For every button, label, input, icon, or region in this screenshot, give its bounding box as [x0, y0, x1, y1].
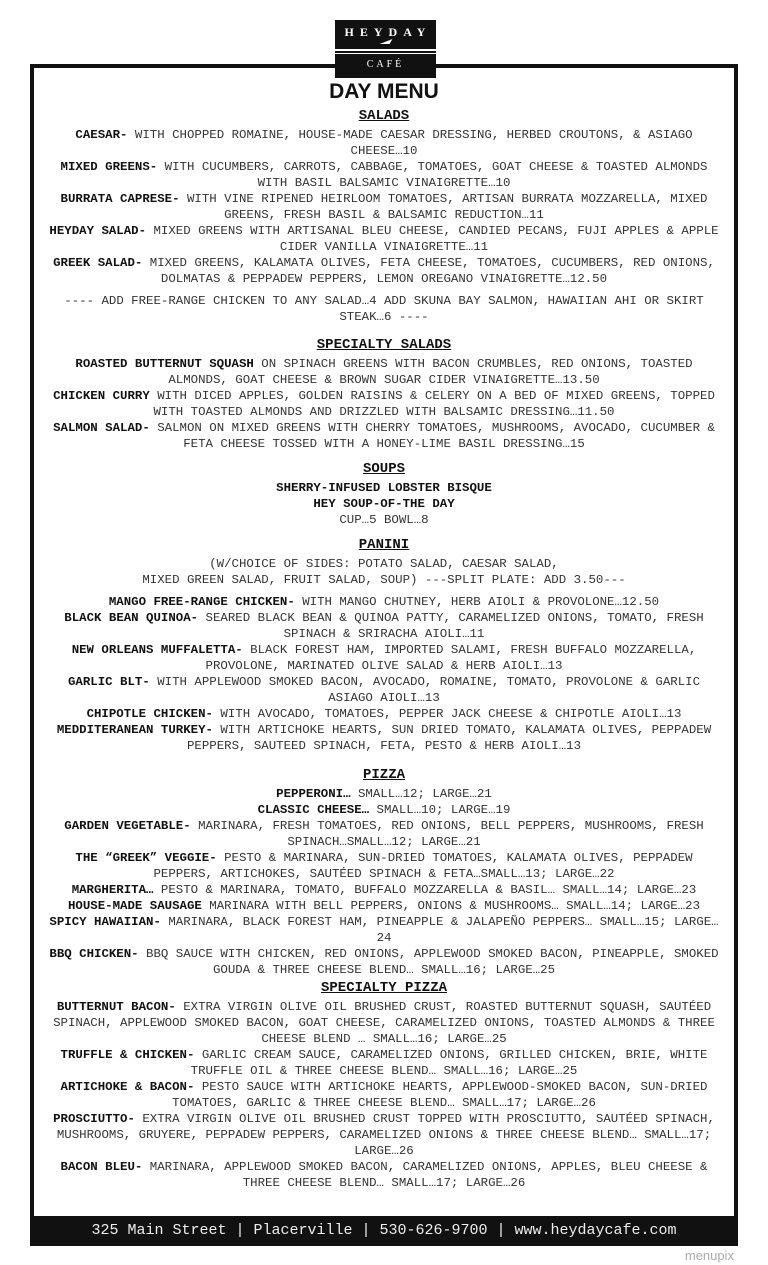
menu-item-description: BBQ SAUCE WITH CHICKEN, RED ONIONS, APPLEWOOD SMOKED BACON, PINEAPPLE, SMOKED GOUDA & THREE CHEESE BLEND… SMALL…16; LARGE…25 — [138, 946, 719, 977]
menu-item — [34, 642, 734, 674]
menu-item-name: GARLIC BLT- — [67, 675, 150, 690]
menu-item-name: BURRATA CAPRESE- — [60, 192, 180, 207]
menu-section-specialty-pizza — [34, 979, 734, 1191]
menu-item-description: ON SPINACH GREENS WITH BACON CRUMBLES, RED ONIONS, TOASTED ALMONDS, GOAT CHEESE & BROWN SUGAR CIDER VINAIGRETTE…13.50 — [168, 357, 693, 388]
watermark: menupix — [684, 1248, 734, 1263]
page-title: DAY MENU — [329, 80, 439, 103]
menu-item-name: CLASSIC CHEESE… — [257, 802, 370, 817]
menu-item-description: WITH MANGO CHUTNEY, HERB AIOLI & PROVOLONE…12.50 — [294, 595, 660, 610]
menu-item-description: SMALL…10; LARGE…19 — [369, 802, 511, 817]
menu-item — [34, 1047, 734, 1079]
menu-item — [34, 850, 734, 882]
menu-item-name: SALMON SALAD- — [53, 421, 150, 436]
menu-item — [34, 594, 734, 610]
logo-cafe-text: CAFÉ — [366, 59, 405, 70]
menu-item — [34, 420, 734, 452]
menu-item-name: BBQ CHICKEN- — [49, 946, 139, 961]
menu-item — [34, 1079, 734, 1111]
menu-item — [34, 610, 734, 642]
menu-item-name: CHICKEN CURRY — [53, 389, 150, 404]
menu-item-description: MARINARA, BLACK FOREST HAM, PINEAPPLE & JALAPEÑO PEPPERS… SMALL…15; LARGE…24 — [160, 914, 719, 945]
section-heading: SALADS — [358, 108, 410, 125]
menu-content — [34, 80, 734, 1191]
menu-item — [34, 223, 734, 255]
menu-item — [34, 512, 734, 528]
menu-item-name: PEPPERONI… — [276, 786, 351, 801]
menu-item-description: CUP…5 BOWL…8 — [339, 513, 429, 528]
menu-item-name: SHERRY-INFUSED LOBSTER BISQUE — [276, 481, 492, 496]
menu-item — [34, 722, 734, 754]
menu-item-name: TRUFFLE & CHICKEN- — [60, 1048, 195, 1063]
menu-item — [34, 191, 734, 223]
logo-heyday-text: HEYDAY — [344, 25, 432, 39]
menu-item-name: ROASTED BUTTERNUT SQUASH — [75, 357, 254, 372]
section-intro: MIXED GREEN SALAD, FRUIT SALAD, SOUP) ---SPLIT PLATE: ADD 3.50--- — [142, 573, 626, 588]
menu-item — [34, 818, 734, 850]
menu-item-name: SPICY HAWAIIAN- — [49, 914, 161, 929]
menu-item-name: MARGHERITA… — [71, 882, 154, 897]
menu-section-soups — [34, 460, 734, 528]
menu-item — [34, 999, 734, 1047]
menu-item — [34, 496, 734, 512]
menu-item — [34, 914, 734, 946]
menu-item-name: THE “GREEK” VEGGIE- — [75, 850, 217, 865]
section-heading: SOUPS — [362, 461, 405, 478]
menu-item-description: MARINARA, APPLEWOOD SMOKED BACON, CARAMELIZED ONIONS, APPLES, BLEU CHEESE & THREE CHEESE BLEND… SMALL…17; LARGE…26 — [142, 1160, 708, 1191]
menu-item-name: MANGO FREE-RANGE CHICKEN- — [108, 595, 295, 610]
menu-item-description: WITH APPLEWOOD SMOKED BACON, AVOCADO, ROMAINE, TOMATO, PROVOLONE & GARLIC ASIAGO AIOLI…13 — [149, 675, 701, 706]
menu-item-name: CAESAR- — [75, 128, 128, 143]
menu-section-pizza — [34, 766, 734, 978]
menu-item-description: MIXED GREENS WITH ARTISANAL BLEU CHEESE, CANDIED PECANS, FUJI APPLES & APPLE CIDER VANILLA VINAIGRETTE…11 — [146, 224, 719, 255]
menu-item-description: PESTO SAUCE WITH ARTICHOKE HEARTS, APPLEWOOD-SMOKED BACON, SUN-DRIED TOMATOES, GARLIC & THREE CHEESE BLEND… SMALL…17; LARGE…26 — [172, 1080, 708, 1111]
menu-item-description: SALMON ON MIXED GREENS WITH CHERRY TOMATOES, MUSHROOMS, AVOCADO, CUCUMBER & FETA CHEESE TOSSED WITH A HONEY-LIME BASIL DRESSING…15 — [149, 421, 715, 452]
menu-item-description: WITH AVOCADO, TOMATOES, PEPPER JACK CHEESE & CHIPOTLE AIOLI…13 — [212, 707, 682, 722]
section-heading: PANINI — [358, 537, 410, 554]
menu-item — [34, 480, 734, 496]
menu-item — [34, 898, 734, 914]
menu-item-description: PESTO & MARINARA, SUN-DRIED TOMATOES, KALAMATA OLIVES, PEPPADEW PEPPERS, ARTICHOKES, SAUTÉED SPINACH & FETA…SMALL…13; LARGE…22 — [153, 850, 693, 881]
menu-item-description: MARINARA WITH BELL PEPPERS, ONIONS & MUSHROOMS… SMALL…14; LARGE…23 — [201, 898, 701, 913]
menu-section-salads — [34, 107, 734, 325]
menu-item-name: CHIPOTLE CHICKEN- — [86, 707, 213, 722]
menu-item — [34, 946, 734, 978]
menu-item — [34, 255, 734, 287]
menu-item — [34, 159, 734, 191]
section-heading: PIZZA — [362, 766, 405, 783]
menu-item — [34, 127, 734, 159]
menu-item-name: HOUSE-MADE SAUSAGE — [67, 898, 202, 913]
menu-item-name: ARTICHOKE & BACON- — [60, 1080, 195, 1095]
menu-item-name: HEY SOUP-OF-THE DAY — [313, 497, 455, 512]
menu-item-description: WITH DICED APPLES, GOLDEN RAISINS & CELERY ON A BED OF MIXED GREENS, TOPPED WITH TOASTED ALMONDS AND DRIZZLED WITH BALSAMIC DRESSING…11.50 — [149, 389, 715, 420]
menu-item-name: MEDDITERANEAN TURKEY- — [56, 723, 213, 738]
menu-item — [34, 802, 734, 818]
logo-stripe — [335, 49, 436, 51]
menu-item-description: WITH CUCUMBERS, CARROTS, CABBAGE, TOMATOES, GOAT CHEESE & TOASTED ALMONDS WITH BASIL BALSAMIC VINAIGRETTE…10 — [157, 160, 708, 191]
menu-section-specialty-salads — [34, 336, 734, 452]
menu-item-name: GREEK SALAD- — [53, 256, 143, 271]
menu-item-description: MARINARA, FRESH TOMATOES, RED ONIONS, BELL PEPPERS, MUSHROOMS, FRESH SPINACH…SMALL…12; LARGE…21 — [190, 818, 704, 849]
menu-item-name: MIXED GREENS- — [60, 160, 158, 175]
heyday-cafe-logo — [335, 20, 436, 78]
menu-item — [34, 674, 734, 706]
menu-item — [34, 706, 734, 722]
menu-item — [34, 356, 734, 388]
menu-item-name: BACON BLEU- — [60, 1160, 143, 1175]
menu-item-name: HEYDAY SALAD- — [49, 224, 147, 239]
menu-item-description: EXTRA VIRGIN OLIVE OIL BRUSHED CRUST, ROASTED BUTTERNUT SQUASH, SAUTÉED SPINACH, APPLEWOOD SMOKED BACON, GOAT CHEESE, CARAMELIZED ONIONS, TOASTED ALMONDS & THREE CHEESE BLEND … SMALL…16; LARGE…25 — [53, 1000, 715, 1047]
menu-item-name: BLACK BEAN QUINOA- — [64, 611, 199, 626]
menu-item — [34, 388, 734, 420]
section-intro: (W/CHOICE OF SIDES: POTATO SALAD, CAESAR SALAD, — [209, 557, 559, 572]
menu-item-description: SEARED BLACK BEAN & QUINOA PATTY, CARAMELIZED ONIONS, TOMATO, FRESH SPINACH & SRIRACHA AIOLI…11 — [198, 611, 704, 642]
menu-item-name: BUTTERNUT BACON- — [56, 1000, 176, 1015]
section-heading: SPECIALTY PIZZA — [320, 980, 448, 997]
menu-item — [34, 1111, 734, 1159]
footer-contact-bar: 325 Main Street | Placerville | 530-626-9700 | www.heydaycafe.com — [30, 1216, 738, 1246]
menu-item — [34, 882, 734, 898]
menu-item-description: WITH ARTICHOKE HEARTS, SUN DRIED TOMATO, KALAMATA OLIVES, PEPPADEW PEPPERS, SAUTEED SPINACH, FETA, PESTO & HERB AIOLI…13 — [186, 723, 712, 754]
logo-triangle-icon — [379, 39, 392, 44]
menu-item-description: SMALL…12; LARGE…21 — [350, 786, 492, 801]
menu-item-description: MIXED GREENS, KALAMATA OLIVES, FETA CHEESE, TOMATOES, CUCUMBERS, RED ONIONS, DOLMATAS & PEPPADEW PEPPERS, LEMON OREGANO VINAIGRETTE…12.50 — [142, 256, 715, 287]
menu-item-description: PESTO & MARINARA, TOMATO, BUFFALO MOZZARELLA & BASIL… SMALL…14; LARGE…23 — [153, 882, 697, 897]
menu-item-description: GARLIC CREAM SAUCE, CARAMELIZED ONIONS, GRILLED CHICKEN, BRIE, WHITE TRUFFLE OIL & THREE CHEESE BLEND… SMALL…16; LARGE…25 — [190, 1048, 708, 1079]
menu-item-name: PROSCIUTTO- — [53, 1112, 135, 1127]
menu-sections — [34, 107, 734, 1191]
menu-section-panini — [34, 536, 734, 754]
menu-item — [34, 786, 734, 802]
menu-item-description: WITH CHOPPED ROMAINE, HOUSE-MADE CAESAR DRESSING, HERBED CROUTONS, & ASIAGO CHEESE…10 — [127, 128, 693, 159]
menu-item-description: WITH VINE RIPENED HEIRLOOM TOMATOES, ARTISAN BURRATA MOZZARELLA, MIXED GREENS, FRESH BASIL & BALSAMIC REDUCTION…11 — [179, 192, 708, 223]
section-heading: SPECIALTY SALADS — [316, 337, 452, 354]
menu-item-name: NEW ORLEANS MUFFALETTA- — [71, 643, 243, 658]
menu-item — [34, 1159, 734, 1191]
menu-item-description: EXTRA VIRGIN OLIVE OIL BRUSHED CRUST TOPPED WITH PROSCIUTTO, SAUTÉED SPINACH, MUSHROOMS, GRUYERE, PEPPADEW PEPPERS, CARAMELIZED ONIONS & THREE CHEESE BLEND… SMALL…17; LARGE…26 — [56, 1112, 715, 1159]
menu-item-description: BLACK FOREST HAM, IMPORTED SALAMI, FRESH BUFFALO MOZZARELLA, PROVOLONE, MARINATED OLIVE SALAD & HERB AIOLI…13 — [205, 643, 697, 674]
add-on-note: ---- ADD FREE-RANGE CHICKEN TO ANY SALAD…4 ADD SKUNA BAY SALMON, HAWAIIAN AHI OR SKIRT STEAK…6 ---- — [64, 294, 704, 325]
menu-item-name: GARDEN VEGETABLE- — [64, 818, 191, 833]
